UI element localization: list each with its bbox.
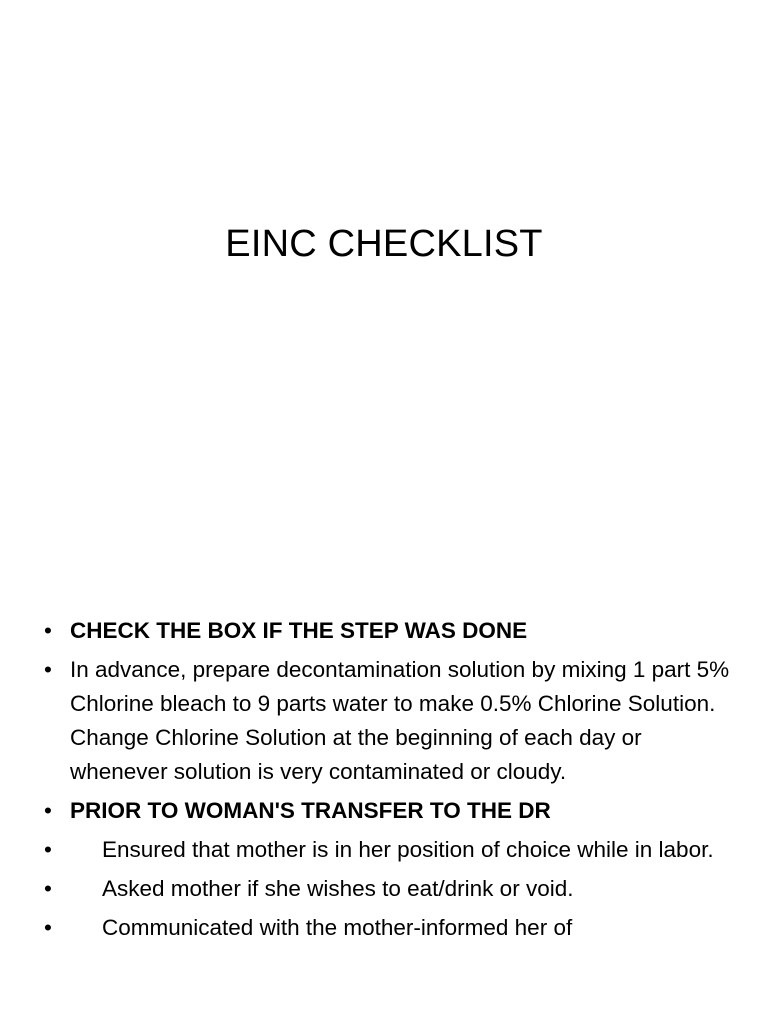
slide-title: EINC CHECKLIST	[225, 223, 543, 265]
list-item	[44, 911, 734, 945]
bullet-text: CHECK THE BOX IF THE STEP WAS DONE	[70, 618, 528, 643]
bullet-text: PRIOR TO WOMAN'S TRANSFER TO THE DR	[70, 798, 551, 823]
bullet-icon: •	[44, 798, 52, 823]
bullet-text: In advance, prepare decontamination solution by mixing 1 part 5% Chlorine bleach to 9 parts water to make 0.5% Chlorine Solution. Change Chlorine Solution at the beginning of each day or whenever solution is very contaminated or cloudy.	[70, 657, 730, 784]
bullet-text: Asked mother if she wishes to eat/drink or void.	[102, 876, 574, 901]
list-item	[44, 794, 734, 828]
bullet-icon: •	[44, 876, 52, 901]
list-item	[44, 653, 734, 789]
bullet-icon: •	[44, 837, 52, 862]
list-item	[44, 833, 734, 867]
bullet-text: Ensured that mother is in her position of choice while in labor.	[102, 837, 714, 862]
list-item	[44, 872, 734, 906]
bullet-icon: •	[44, 915, 52, 940]
bullet-list	[44, 614, 734, 950]
list-item	[44, 614, 734, 648]
bullet-icon: •	[44, 618, 52, 643]
bullet-icon: •	[44, 657, 52, 682]
bullet-text: Communicated with the mother-informed her of	[102, 915, 573, 940]
